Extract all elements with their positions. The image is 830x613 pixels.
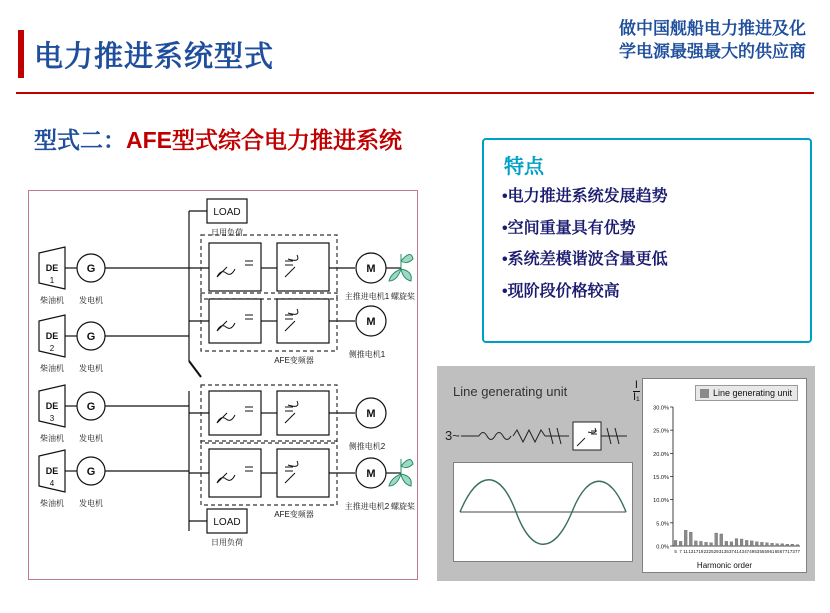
- svg-text:30.0%: 30.0%: [653, 405, 669, 412]
- svg-text:19: 19: [698, 549, 704, 554]
- svg-text:35: 35: [723, 549, 729, 554]
- chart-ylabel-denominator: I₁: [633, 391, 640, 403]
- svg-text:53: 53: [754, 549, 760, 554]
- propulsion-schematic: [28, 190, 418, 580]
- svg-text:25: 25: [708, 549, 714, 554]
- gen-caption: 发电机: [79, 364, 103, 373]
- page-title: 电力推进系统型式: [34, 41, 275, 73]
- svg-text:0.0%: 0.0%: [656, 544, 669, 551]
- legend-label: Line generating unit: [713, 388, 793, 398]
- svg-text:61: 61: [769, 549, 775, 554]
- motor-label: M: [366, 408, 376, 420]
- motor-label: M: [366, 316, 376, 328]
- gen-label: G: [86, 263, 96, 275]
- harmonics-figure: [437, 366, 815, 581]
- gen-caption: 发电机: [79, 296, 103, 305]
- motor-label: M: [366, 263, 376, 275]
- header-slogan: [506, 18, 806, 64]
- gen-label: G: [86, 331, 96, 343]
- svg-text:7: 7: [679, 549, 682, 554]
- waveform-panel: [453, 462, 633, 562]
- de-label: DE: [45, 466, 59, 476]
- motor-caption: 侧推电机1: [348, 350, 386, 359]
- subtitle-main: AFE型式综合电力推进系统: [126, 127, 402, 153]
- legend-swatch-icon: [700, 389, 709, 398]
- svg-text:17: 17: [693, 549, 699, 554]
- de-index: 2: [49, 344, 55, 353]
- drive-caption: AFE变频器: [274, 510, 314, 519]
- drive-caption: AFE变频器: [274, 356, 314, 365]
- prop-caption: 螺旋桨: [391, 502, 415, 511]
- svg-text:20.0%: 20.0%: [653, 451, 669, 458]
- header-accent-bar: [18, 30, 24, 78]
- load-top-caption: 日用负荷: [211, 228, 243, 237]
- svg-text:23: 23: [703, 549, 709, 554]
- subtitle-prefix: 型式二：: [34, 127, 126, 153]
- de-caption: 柴油机: [40, 296, 64, 305]
- motor-caption: 侧推电机2: [348, 442, 386, 451]
- svg-text:5: 5: [674, 549, 677, 554]
- feature-item: •系统差模谐波含量更低: [502, 251, 668, 269]
- harmonic-bar-chart: [642, 378, 807, 573]
- svg-text:15.0%: 15.0%: [653, 475, 669, 481]
- svg-text:29: 29: [713, 549, 719, 554]
- svg-text:71: 71: [784, 549, 790, 554]
- de-caption: 柴油机: [40, 434, 64, 443]
- de-caption: 柴油机: [40, 499, 64, 508]
- svg-text:13: 13: [688, 549, 694, 554]
- header-divider: [16, 92, 814, 94]
- chart-legend: [695, 385, 798, 401]
- chart-ylabel-numerator: I: [634, 379, 638, 391]
- svg-text:67: 67: [779, 549, 785, 554]
- single-line-circuit: [461, 418, 636, 454]
- gen-label: G: [86, 466, 96, 478]
- load-bottom-caption: 日用负荷: [211, 538, 243, 547]
- gen-caption: 发电机: [79, 434, 103, 443]
- chart-x-axis-label: Harmonic order: [696, 561, 753, 570]
- feature-list: [502, 188, 802, 314]
- line-generating-unit-label: Line generating unit: [453, 384, 568, 399]
- motor-label: M: [366, 468, 376, 480]
- svg-text:73: 73: [789, 549, 795, 554]
- svg-text:37: 37: [728, 549, 734, 554]
- motor-caption: 主推进电机2: [344, 502, 390, 511]
- de-label: DE: [45, 331, 59, 341]
- svg-text:5.0%: 5.0%: [656, 521, 669, 528]
- motor-caption: 主推进电机1: [344, 292, 390, 301]
- feature-item: •空间重量具有优势: [502, 219, 636, 237]
- svg-text:31: 31: [718, 549, 724, 554]
- de-caption: 柴油机: [40, 364, 64, 373]
- svg-text:65: 65: [774, 549, 780, 554]
- de-index: 4: [49, 479, 55, 488]
- svg-text:77: 77: [795, 549, 800, 554]
- svg-text:49: 49: [749, 549, 755, 554]
- de-index: 3: [49, 414, 55, 423]
- svg-text:59: 59: [764, 549, 770, 554]
- header-slogan-line2: 学电源最强最大的供应商: [619, 41, 806, 61]
- chart-y-axis-label: [633, 380, 640, 403]
- svg-text:47: 47: [744, 549, 750, 554]
- de-label: DE: [45, 263, 59, 273]
- de-label: DE: [45, 401, 59, 411]
- gen-label: G: [86, 401, 96, 413]
- feature-box: [482, 138, 812, 343]
- header-slogan-line1: 做中国舰船电力推进及化: [619, 19, 806, 38]
- section-subtitle: [34, 122, 402, 155]
- svg-text:43: 43: [739, 549, 745, 554]
- prop-caption: 螺旋桨: [391, 292, 415, 301]
- svg-text:11: 11: [683, 549, 688, 554]
- de-index: 1: [49, 276, 55, 285]
- load-top-label: LOAD: [213, 207, 241, 218]
- gen-caption: 发电机: [79, 499, 103, 508]
- svg-text:41: 41: [734, 549, 739, 554]
- load-bottom-label: LOAD: [213, 517, 241, 528]
- phase-label: 3~: [445, 428, 460, 443]
- svg-text:25.0%: 25.0%: [653, 428, 669, 435]
- feature-item: •电力推进系统发展趋势: [502, 188, 668, 205]
- feature-box-title: 特点: [504, 156, 544, 178]
- svg-text:55: 55: [759, 549, 765, 554]
- svg-text:10.0%: 10.0%: [653, 498, 669, 505]
- feature-item: •现阶段价格较高: [502, 282, 620, 300]
